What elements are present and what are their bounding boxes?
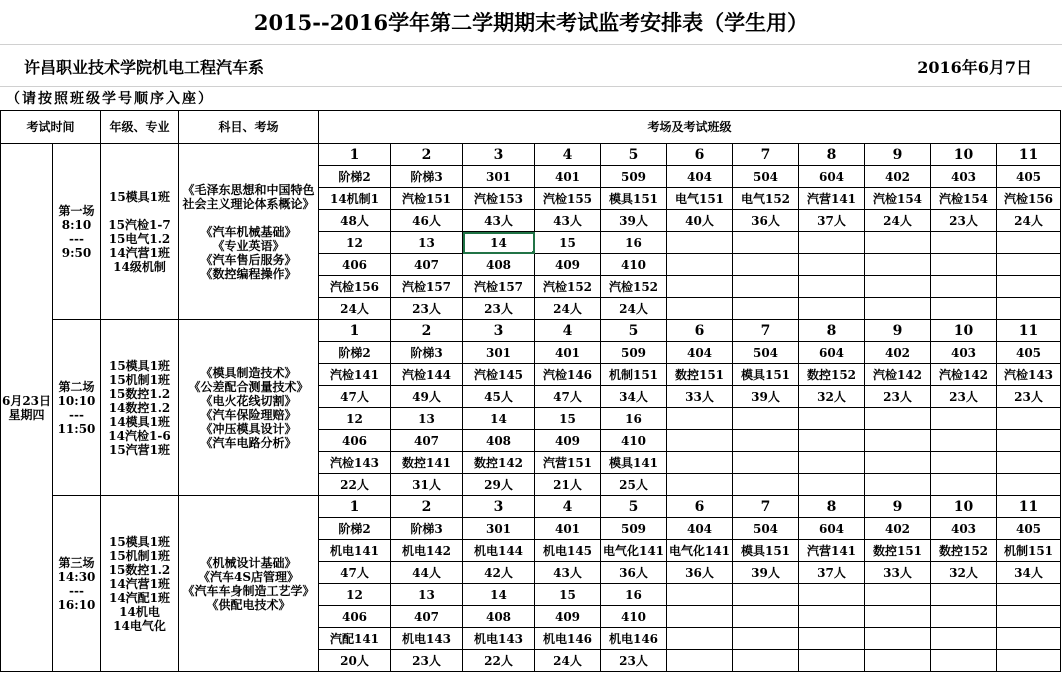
schedule-row	[1, 496, 1061, 518]
room-cell[interactable]: 2	[391, 144, 463, 166]
room-cell[interactable]: 21人	[535, 474, 601, 496]
room-cell[interactable]: 12	[319, 232, 391, 254]
room-cell[interactable]: 48人	[319, 210, 391, 232]
room-cell[interactable]	[997, 474, 1061, 496]
info-row	[0, 44, 1062, 87]
room-cell[interactable]: 机电146	[601, 628, 667, 650]
room-cell[interactable]: 14机制1	[319, 188, 391, 210]
room-cell[interactable]	[865, 430, 931, 452]
room-cell[interactable]: 47人	[319, 386, 391, 408]
room-cell[interactable]	[865, 606, 931, 628]
room-cell[interactable]: 汽检156	[997, 188, 1061, 210]
room-cell[interactable]	[931, 254, 997, 276]
room-cell[interactable]: 11	[997, 320, 1061, 342]
room-cell[interactable]	[997, 606, 1061, 628]
room-cell[interactable]: 模具151	[733, 364, 799, 386]
room-cell[interactable]: 汽检154	[931, 188, 997, 210]
room-cell[interactable]	[799, 232, 865, 254]
room-cell[interactable]	[799, 430, 865, 452]
room-cell[interactable]: 23人	[391, 298, 463, 320]
room-cell[interactable]: 15	[535, 232, 601, 254]
room-cell[interactable]	[667, 650, 733, 672]
room-cell[interactable]: 汽检154	[865, 188, 931, 210]
room-cell[interactable]: 模具151	[733, 540, 799, 562]
room-cell[interactable]	[997, 408, 1061, 430]
room-cell[interactable]	[865, 474, 931, 496]
room-cell[interactable]: 34人	[997, 562, 1061, 584]
room-cell[interactable]: 10	[931, 496, 997, 518]
room-cell[interactable]: 4	[535, 496, 601, 518]
room-cell[interactable]: 37人	[799, 210, 865, 232]
seating-notice: （请按照班级学号顺序入座）	[6, 91, 214, 107]
room-cell[interactable]: 37人	[799, 562, 865, 584]
room-cell[interactable]	[931, 584, 997, 606]
room-cell[interactable]	[667, 474, 733, 496]
room-cell[interactable]	[799, 276, 865, 298]
room-cell[interactable]: 10	[931, 144, 997, 166]
room-cell[interactable]	[667, 606, 733, 628]
room-cell[interactable]: 410	[601, 606, 667, 628]
room-cell[interactable]: 8	[799, 496, 865, 518]
room-cell[interactable]	[733, 474, 799, 496]
room-cell[interactable]: 24人	[535, 298, 601, 320]
room-cell[interactable]: 402	[865, 518, 931, 540]
room-cell[interactable]: 43人	[535, 210, 601, 232]
room-cell[interactable]: 408	[463, 430, 535, 452]
room-cell[interactable]: 36人	[601, 562, 667, 584]
room-cell[interactable]	[667, 430, 733, 452]
room-cell[interactable]: 23人	[391, 650, 463, 672]
room-cell[interactable]: 301	[463, 342, 535, 364]
room-cell[interactable]	[733, 628, 799, 650]
room-cell[interactable]: 电气151	[667, 188, 733, 210]
room-cell[interactable]	[799, 474, 865, 496]
room-cell[interactable]: 39人	[733, 386, 799, 408]
room-cell[interactable]: 401	[535, 166, 601, 188]
room-cell[interactable]: 阶梯3	[391, 518, 463, 540]
room-cell[interactable]: 404	[667, 166, 733, 188]
room-cell[interactable]: 604	[799, 342, 865, 364]
room-cell[interactable]	[799, 650, 865, 672]
room-cell[interactable]: 9	[865, 496, 931, 518]
room-cell[interactable]: 24人	[319, 298, 391, 320]
room-cell[interactable]	[799, 298, 865, 320]
room-cell[interactable]: 汽营141	[799, 188, 865, 210]
room-cell[interactable]: 汽营141	[799, 540, 865, 562]
room-cell[interactable]	[667, 628, 733, 650]
room-cell[interactable]	[733, 606, 799, 628]
room-cell[interactable]: 301	[463, 166, 535, 188]
room-cell[interactable]: 23人	[931, 210, 997, 232]
room-cell[interactable]: 机电143	[391, 628, 463, 650]
room-cell[interactable]: 汽检142	[931, 364, 997, 386]
room-cell[interactable]	[865, 452, 931, 474]
room-cell[interactable]: 2	[391, 320, 463, 342]
room-cell[interactable]: 404	[667, 342, 733, 364]
room-cell[interactable]	[733, 584, 799, 606]
room-cell[interactable]: 7	[733, 144, 799, 166]
room-cell[interactable]: 408	[463, 254, 535, 276]
room-cell[interactable]: 汽营151	[535, 452, 601, 474]
room-cell[interactable]	[865, 298, 931, 320]
sheet-title: 2015--2016学年第二学期期末考试监考安排表（学生用）	[0, 0, 1062, 45]
room-cell[interactable]: 汽检142	[865, 364, 931, 386]
room-cell[interactable]: 47人	[319, 562, 391, 584]
room-cell[interactable]	[931, 606, 997, 628]
room-cell[interactable]: 504	[733, 518, 799, 540]
room-cell[interactable]	[997, 276, 1061, 298]
room-cell[interactable]: 403	[931, 342, 997, 364]
room-cell[interactable]: 23人	[463, 298, 535, 320]
room-cell[interactable]	[931, 650, 997, 672]
room-cell[interactable]: 4	[535, 144, 601, 166]
room-cell[interactable]: 数控151	[667, 364, 733, 386]
room-cell[interactable]: 409	[535, 254, 601, 276]
room-cell[interactable]: 10	[931, 320, 997, 342]
session-subjects-cell[interactable]: 《机械设计基础》 《汽车4S店管理》 《汽车车身制造工艺学》 《供配电技术》	[179, 496, 319, 672]
room-cell[interactable]: 31人	[391, 474, 463, 496]
room-cell[interactable]: 数控151	[865, 540, 931, 562]
room-cell[interactable]: 电气化141	[601, 540, 667, 562]
room-cell[interactable]: 43人	[463, 210, 535, 232]
notice-row	[0, 86, 1062, 110]
room-cell[interactable]: 12	[319, 408, 391, 430]
session-subjects-cell[interactable]: 《毛泽东思想和中国特色社会主义理论体系概论》 《汽车机械基础》 《专业英语》 《汽车售后服务》 《数控编程操作》	[179, 144, 319, 320]
room-cell[interactable]: 33人	[667, 386, 733, 408]
header-grade: 年级、专业	[101, 111, 179, 144]
room-cell[interactable]: 25人	[601, 474, 667, 496]
room-cell[interactable]: 11	[997, 144, 1061, 166]
room-cell[interactable]: 402	[865, 342, 931, 364]
room-cell[interactable]: 15	[535, 408, 601, 430]
room-cell[interactable]	[997, 254, 1061, 276]
room-cell[interactable]: 406	[319, 430, 391, 452]
room-cell[interactable]: 504	[733, 166, 799, 188]
room-cell[interactable]: 汽检143	[319, 452, 391, 474]
department-name: 许昌职业技术学院机电工程汽车系	[24, 58, 265, 77]
session-classes-cell[interactable]: 15模具1班 15汽检1-7 15电气1.2 14汽营1班 14级机制	[101, 144, 179, 320]
schedule-row	[1, 320, 1061, 342]
room-cell[interactable]: 阶梯2	[319, 518, 391, 540]
room-cell[interactable]: 电气化141	[667, 540, 733, 562]
room-cell[interactable]: 汽检152	[601, 276, 667, 298]
room-cell[interactable]	[931, 628, 997, 650]
room-cell[interactable]: 8	[799, 320, 865, 342]
room-cell[interactable]	[997, 628, 1061, 650]
exam-day-cell[interactable]: 6月23日 星期四	[1, 144, 53, 672]
session-classes-cell[interactable]: 15模具1班 15机制1班 15数控1.2 14汽营1班 14汽配1班 14机电 14电气化	[101, 496, 179, 672]
room-cell[interactable]	[865, 276, 931, 298]
room-cell[interactable]: 23人	[931, 386, 997, 408]
room-cell[interactable]: 机制151	[997, 540, 1061, 562]
room-cell[interactable]: 32人	[931, 562, 997, 584]
room-cell[interactable]: 24人	[535, 650, 601, 672]
room-cell[interactable]: 7	[733, 496, 799, 518]
room-cell[interactable]: 410	[601, 254, 667, 276]
room-cell[interactable]: 406	[319, 606, 391, 628]
room-cell[interactable]: 23人	[865, 386, 931, 408]
room-cell[interactable]	[667, 276, 733, 298]
session-classes-cell[interactable]: 15模具1班 15机制1班 15数控1.2 14数控1.2 14模具1班 14汽检1-6 15汽营1班	[101, 320, 179, 496]
room-cell[interactable]: 阶梯3	[391, 166, 463, 188]
room-cell[interactable]	[799, 584, 865, 606]
room-cell[interactable]: 405	[997, 166, 1061, 188]
room-cell[interactable]: 机制151	[601, 364, 667, 386]
room-cell[interactable]	[667, 232, 733, 254]
room-cell[interactable]: 汽检143	[997, 364, 1061, 386]
room-cell[interactable]: 405	[997, 518, 1061, 540]
room-cell[interactable]: 4	[535, 320, 601, 342]
room-cell[interactable]	[865, 408, 931, 430]
room-cell[interactable]	[799, 452, 865, 474]
room-cell[interactable]	[865, 628, 931, 650]
header-rooms: 考场及考试班级	[319, 111, 1061, 144]
room-cell[interactable]: 汽检157	[391, 276, 463, 298]
room-cell[interactable]	[733, 298, 799, 320]
room-cell[interactable]: 509	[601, 342, 667, 364]
room-cell[interactable]: 电气152	[733, 188, 799, 210]
room-cell[interactable]	[997, 650, 1061, 672]
room-cell[interactable]	[733, 650, 799, 672]
room-cell[interactable]: 14	[463, 232, 535, 254]
room-cell[interactable]: 401	[535, 518, 601, 540]
room-cell[interactable]: 509	[601, 166, 667, 188]
room-cell[interactable]	[997, 452, 1061, 474]
room-cell[interactable]: 8	[799, 144, 865, 166]
room-cell[interactable]: 409	[535, 430, 601, 452]
room-cell[interactable]: 数控152	[799, 364, 865, 386]
publish-date: 2016年6月7日	[917, 58, 1032, 77]
room-cell[interactable]: 6	[667, 496, 733, 518]
room-cell[interactable]: 32人	[799, 386, 865, 408]
room-cell[interactable]	[733, 430, 799, 452]
room-cell[interactable]	[733, 276, 799, 298]
room-cell[interactable]: 504	[733, 342, 799, 364]
room-cell[interactable]: 39人	[601, 210, 667, 232]
room-cell[interactable]	[865, 650, 931, 672]
room-cell[interactable]: 509	[601, 518, 667, 540]
room-cell[interactable]: 7	[733, 320, 799, 342]
room-cell[interactable]: 43人	[535, 562, 601, 584]
room-cell[interactable]: 403	[931, 518, 997, 540]
room-cell[interactable]: 阶梯2	[319, 166, 391, 188]
room-cell[interactable]: 401	[535, 342, 601, 364]
room-cell[interactable]: 机电143	[463, 628, 535, 650]
room-cell[interactable]: 406	[319, 254, 391, 276]
room-cell[interactable]	[799, 606, 865, 628]
room-cell[interactable]: 33人	[865, 562, 931, 584]
room-cell[interactable]: 604	[799, 518, 865, 540]
room-cell[interactable]	[931, 408, 997, 430]
room-cell[interactable]: 24人	[865, 210, 931, 232]
header-time: 考试时间	[1, 111, 101, 144]
room-cell[interactable]: 46人	[391, 210, 463, 232]
session-time-cell[interactable]: 第三场 14:30 --- 16:10	[53, 496, 101, 672]
room-cell[interactable]: 汽检157	[463, 276, 535, 298]
room-cell[interactable]	[733, 452, 799, 474]
room-cell[interactable]: 模具141	[601, 452, 667, 474]
room-cell[interactable]	[997, 298, 1061, 320]
room-cell[interactable]	[667, 298, 733, 320]
room-cell[interactable]: 40人	[667, 210, 733, 232]
room-cell[interactable]	[667, 452, 733, 474]
room-cell[interactable]: 汽检153	[463, 188, 535, 210]
room-cell[interactable]: 409	[535, 606, 601, 628]
room-cell[interactable]	[931, 232, 997, 254]
room-cell[interactable]: 407	[391, 254, 463, 276]
room-cell[interactable]: 13	[391, 232, 463, 254]
room-cell[interactable]: 44人	[391, 562, 463, 584]
room-cell[interactable]	[733, 408, 799, 430]
room-cell[interactable]: 6	[667, 144, 733, 166]
room-cell[interactable]: 5	[601, 320, 667, 342]
room-cell[interactable]: 汽检155	[535, 188, 601, 210]
header-subject: 科目、考场	[179, 111, 319, 144]
room-cell[interactable]: 405	[997, 342, 1061, 364]
room-cell[interactable]: 13	[391, 408, 463, 430]
room-cell[interactable]: 5	[601, 144, 667, 166]
room-cell[interactable]: 20人	[319, 650, 391, 672]
room-cell[interactable]	[997, 430, 1061, 452]
room-cell[interactable]: 6	[667, 320, 733, 342]
room-cell[interactable]: 47人	[535, 386, 601, 408]
room-cell[interactable]	[865, 254, 931, 276]
room-cell[interactable]: 1	[319, 496, 391, 518]
room-cell[interactable]: 16	[601, 408, 667, 430]
room-cell[interactable]	[997, 584, 1061, 606]
room-cell[interactable]: 45人	[463, 386, 535, 408]
room-cell[interactable]: 407	[391, 606, 463, 628]
room-cell[interactable]	[865, 232, 931, 254]
room-cell[interactable]: 模具151	[601, 188, 667, 210]
room-cell[interactable]: 汽配141	[319, 628, 391, 650]
session-time-cell[interactable]: 第一场 8:10 --- 9:50	[53, 144, 101, 320]
room-cell[interactable]	[733, 232, 799, 254]
room-cell[interactable]: 408	[463, 606, 535, 628]
room-cell[interactable]: 3	[463, 320, 535, 342]
room-cell[interactable]: 23人	[997, 386, 1061, 408]
room-cell[interactable]: 22人	[319, 474, 391, 496]
room-cell[interactable]: 36人	[733, 210, 799, 232]
room-cell[interactable]: 410	[601, 430, 667, 452]
room-cell[interactable]: 汽检152	[535, 276, 601, 298]
room-cell[interactable]	[667, 584, 733, 606]
room-cell[interactable]: 汽检151	[391, 188, 463, 210]
room-cell[interactable]: 3	[463, 144, 535, 166]
session-subjects-cell[interactable]: 《模具制造技术》 《公差配合测量技术》 《电火花线切割》 《汽车保险理赔》 《冲压模具设计》 《汽车电路分析》	[179, 320, 319, 496]
room-cell[interactable]: 407	[391, 430, 463, 452]
room-cell[interactable]: 3	[463, 496, 535, 518]
room-cell[interactable]: 数控142	[463, 452, 535, 474]
room-cell[interactable]	[667, 408, 733, 430]
room-cell[interactable]: 机电144	[463, 540, 535, 562]
room-cell[interactable]: 16	[601, 584, 667, 606]
room-cell[interactable]: 5	[601, 496, 667, 518]
room-cell[interactable]: 403	[931, 166, 997, 188]
room-cell[interactable]: 数控152	[931, 540, 997, 562]
room-cell[interactable]: 12	[319, 584, 391, 606]
room-cell[interactable]: 604	[799, 166, 865, 188]
room-cell[interactable]: 数控141	[391, 452, 463, 474]
room-cell[interactable]: 29人	[463, 474, 535, 496]
room-cell[interactable]	[931, 298, 997, 320]
room-cell[interactable]	[997, 232, 1061, 254]
room-cell[interactable]: 15	[535, 584, 601, 606]
room-cell[interactable]: 阶梯3	[391, 342, 463, 364]
room-cell[interactable]: 404	[667, 518, 733, 540]
room-cell[interactable]	[931, 276, 997, 298]
room-cell[interactable]: 阶梯2	[319, 342, 391, 364]
room-cell[interactable]	[931, 474, 997, 496]
room-cell[interactable]: 汽检156	[319, 276, 391, 298]
room-cell[interactable]: 42人	[463, 562, 535, 584]
room-cell[interactable]: 24人	[997, 210, 1061, 232]
room-cell[interactable]: 9	[865, 320, 931, 342]
room-cell[interactable]: 301	[463, 518, 535, 540]
room-cell[interactable]: 机电146	[535, 628, 601, 650]
room-cell[interactable]	[667, 254, 733, 276]
room-cell[interactable]	[799, 408, 865, 430]
room-cell[interactable]	[865, 584, 931, 606]
room-cell[interactable]: 24人	[601, 298, 667, 320]
room-cell[interactable]: 汽检146	[535, 364, 601, 386]
room-cell[interactable]: 1	[319, 144, 391, 166]
room-cell[interactable]	[733, 254, 799, 276]
room-cell[interactable]: 11	[997, 496, 1061, 518]
room-cell[interactable]: 13	[391, 584, 463, 606]
room-cell[interactable]: 39人	[733, 562, 799, 584]
room-cell[interactable]: 机电141	[319, 540, 391, 562]
session-time-cell[interactable]: 第二场 10:10 --- 11:50	[53, 320, 101, 496]
room-cell[interactable]: 16	[601, 232, 667, 254]
room-cell[interactable]: 23人	[601, 650, 667, 672]
room-cell[interactable]: 汽检141	[319, 364, 391, 386]
schedule-table	[0, 110, 1061, 672]
room-cell[interactable]: 1	[319, 320, 391, 342]
room-cell[interactable]: 49人	[391, 386, 463, 408]
room-cell[interactable]	[799, 628, 865, 650]
room-cell[interactable]: 机电145	[535, 540, 601, 562]
room-cell[interactable]: 402	[865, 166, 931, 188]
room-cell[interactable]: 22人	[463, 650, 535, 672]
schedule-row	[1, 144, 1061, 166]
room-cell[interactable]: 14	[463, 584, 535, 606]
room-cell[interactable]: 14	[463, 408, 535, 430]
room-cell[interactable]: 36人	[667, 562, 733, 584]
room-cell[interactable]: 汽检144	[391, 364, 463, 386]
room-cell[interactable]: 34人	[601, 386, 667, 408]
room-cell[interactable]	[931, 430, 997, 452]
header-row	[1, 111, 1061, 144]
room-cell[interactable]: 9	[865, 144, 931, 166]
room-cell[interactable]: 机电142	[391, 540, 463, 562]
room-cell[interactable]	[931, 452, 997, 474]
room-cell[interactable]: 2	[391, 496, 463, 518]
room-cell[interactable]	[799, 254, 865, 276]
room-cell[interactable]: 汽检145	[463, 364, 535, 386]
